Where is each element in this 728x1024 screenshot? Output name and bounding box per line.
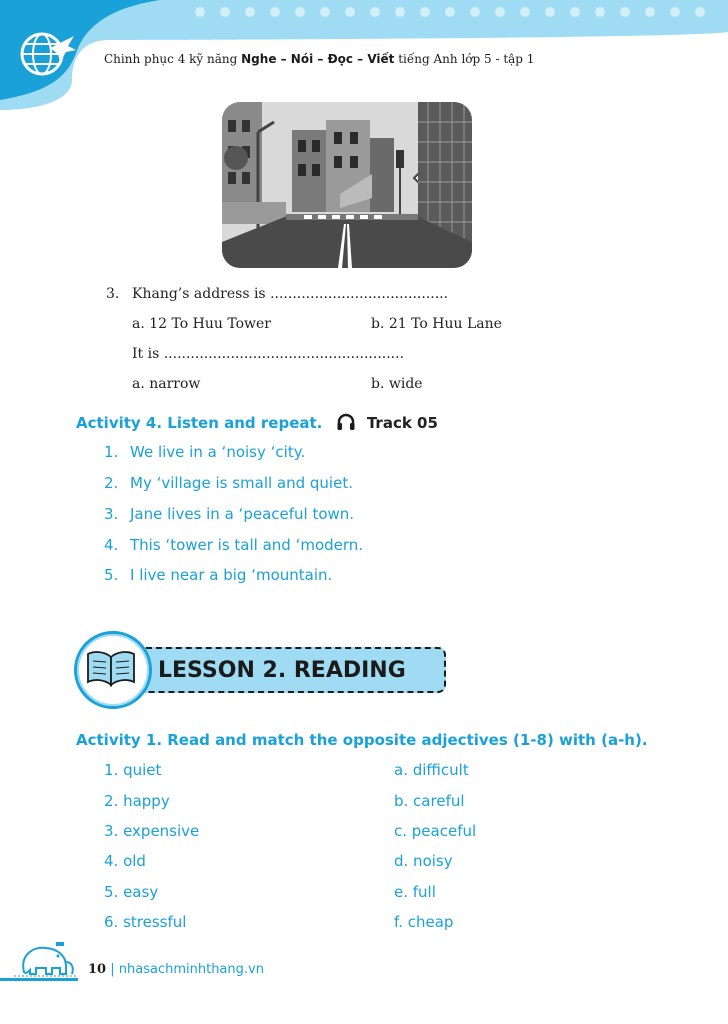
match-left-item: 5. easy [104,883,159,901]
option-a1: a. 12 To Huu Tower [132,316,271,332]
page-number: 10 [88,962,107,977]
headphones-icon [336,412,356,432]
item-text: We live in a ‘noisy ‘city. [130,443,306,461]
footer-line [0,978,78,981]
match-left-item: 1. quiet [104,761,162,779]
list-item [104,536,363,554]
site-link[interactable]: nhasachminhthang.vn [118,962,264,977]
list-item [104,566,332,584]
match-left-item: 6. stressful [104,913,187,931]
header-suffix: tiếng Anh lớp 5 - tập 1 [398,52,535,66]
option-b2: b. wide [371,376,423,392]
question-3-text: Khang’s address is ........................................ [132,286,449,302]
item-number: 4. [104,536,119,554]
list-item [104,505,354,523]
open-book-icon [86,649,136,687]
option-a2: a. narrow [132,376,201,392]
match-left-item: 3. expensive [104,822,200,840]
activity-1-title: Activity 1. Read and match the opposite adjectives (1-8) with (a-h). [76,731,648,749]
item-text: My ‘village is small and quiet. [130,474,353,492]
lesson-title: LESSON 2. READING [158,658,406,683]
track-label: Track 05 [366,414,438,432]
footer-separator: | [110,962,115,977]
match-right-item: b. careful [394,792,465,810]
item-number: 2. [104,474,119,492]
match-right-item: f. cheap [394,913,454,931]
elephant-icon [14,936,78,980]
list-item [104,474,353,492]
list-item [104,443,305,461]
item-text: Jane lives in a ‘peaceful town. [130,505,355,523]
item-number: 1. [104,443,119,461]
header-prefix: Chinh phục 4 kỹ năng [104,52,238,66]
item-text: I live near a big ‘mountain. [130,566,333,584]
activity-4-title [76,412,438,432]
item-number: 5. [104,566,119,584]
match-right-item: e. full [394,883,436,901]
match-right-item: a. difficult [394,761,469,779]
match-left-item: 4. old [104,852,146,870]
item-text: This ‘tower is tall and ‘modern. [130,536,364,554]
question-number: 3. [106,286,120,302]
match-right-item: d. noisy [394,852,453,870]
lesson-banner [74,631,446,707]
item-number: 3. [104,505,119,523]
question-3-line2: It is ...................................................... [132,346,405,362]
activity-4-heading: Activity 4. Listen and repeat. [76,414,323,432]
globe-plane-icon [16,26,78,82]
question-3-line1 [106,286,448,302]
option-b1: b. 21 To Huu Lane [371,316,502,332]
match-left-item: 2. happy [104,792,170,810]
footer [88,962,264,977]
match-right-item: c. peaceful [394,822,477,840]
header-title [104,52,534,66]
street-illustration [222,102,472,268]
header-skills: Nghe – Nói – Đọc – Viết [241,52,395,66]
